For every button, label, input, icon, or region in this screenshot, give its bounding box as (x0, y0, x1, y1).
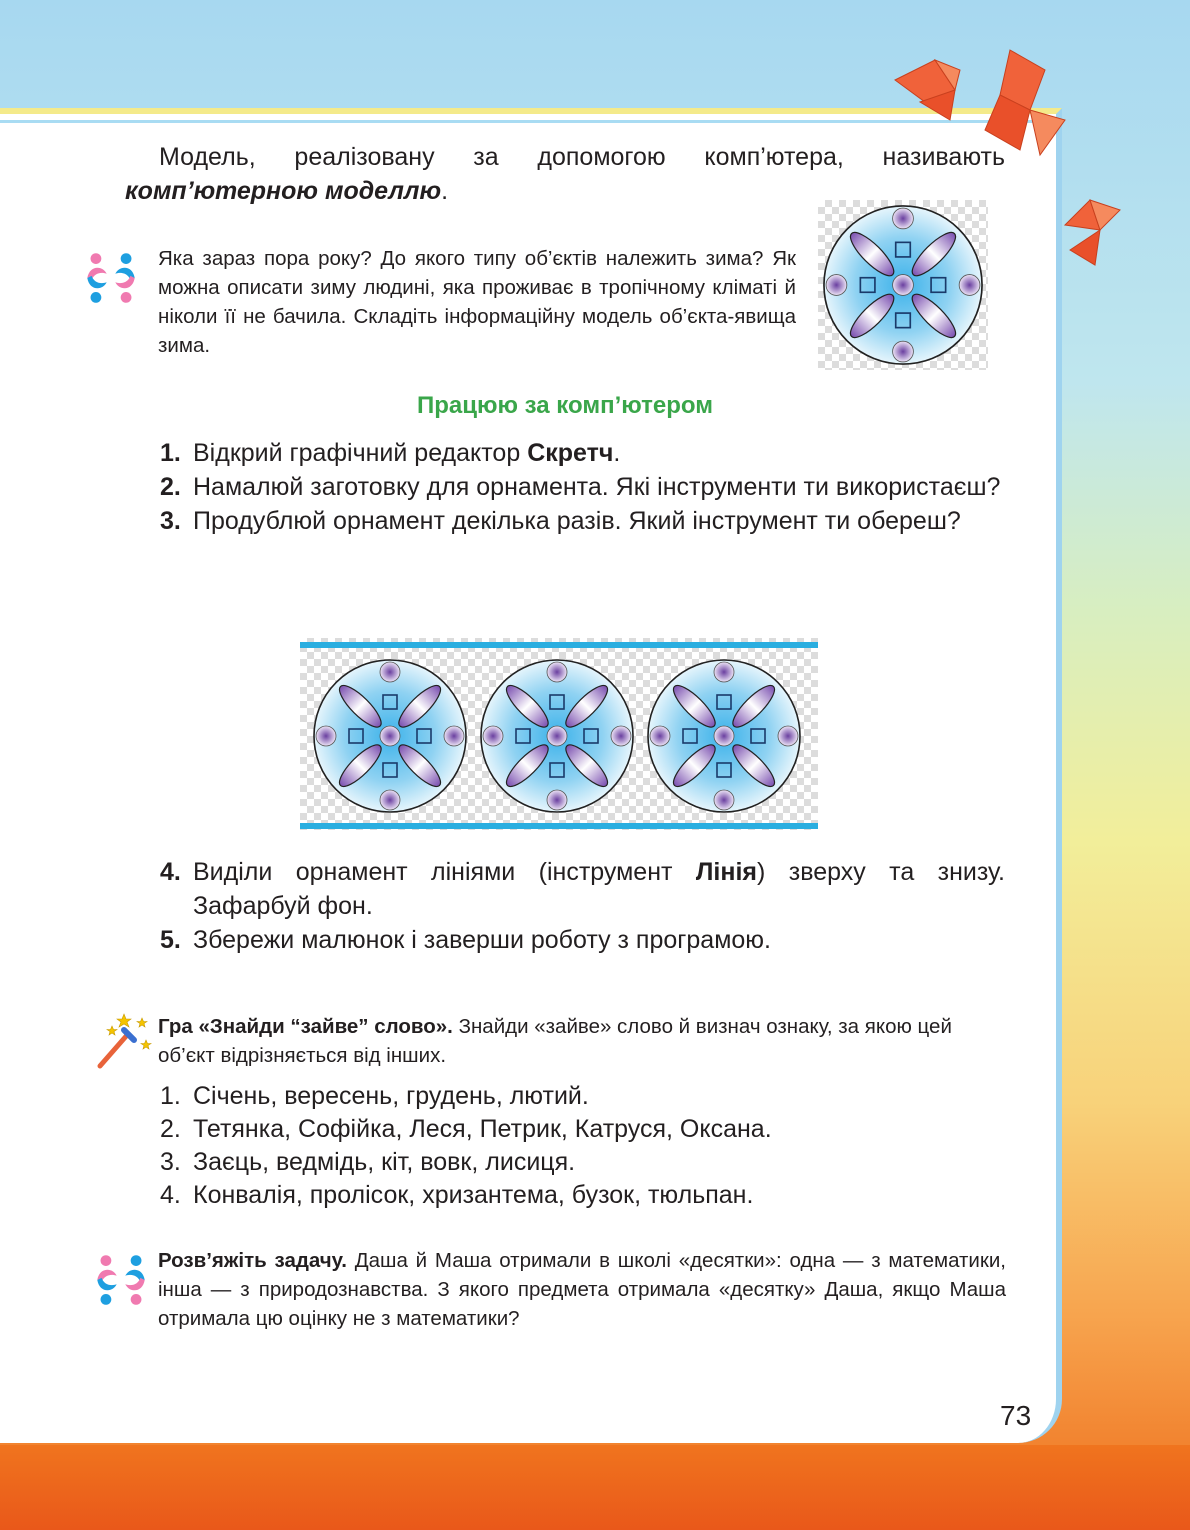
section-title: Працюю за комп’ютером (416, 392, 713, 419)
intro-text: Модель, реалізовану за допомогою комп’ютера, називають (159, 143, 1005, 171)
list-item: 4. Конвалія, пролісок, хризантема, бузок, тюльпан. (160, 1181, 754, 1209)
magic-wand-icon (94, 1010, 156, 1070)
list-item: 1. Відкрий графічний редактор Скретч. (160, 439, 621, 467)
group-people-icon (82, 250, 140, 306)
list-item: 2. Тетянка, Софійка, Леся, Петрик, Катруся, Оксана. (160, 1115, 772, 1143)
task-text: Розв’яжіть задачу. Даша й Маша отримали в школі «десятки»: одна — з математики, інша — з природознавства. З якого предмета отримала «десятку» Даша, якщо Маша отримала цю оцінку не з математики? (158, 1249, 1006, 1330)
butterfly-icon (1060, 195, 1130, 275)
ornament-strip-image (300, 638, 818, 830)
ornament-single-image (818, 200, 988, 370)
list-item: 5. Збережи малюнок і заверши роботу з програмою. (160, 926, 771, 954)
game-list (160, 1080, 1005, 1212)
list-item: 2. Намалюй заготовку для орнамента. Які інструменти ти використаєш? (160, 473, 1001, 501)
task-title: Розв’яжіть задачу. (158, 1249, 347, 1272)
page-number: 73 (1000, 1400, 1032, 1431)
list-item: 1. Січень, вересень, грудень, лютий. (160, 1082, 589, 1110)
list-item: 4. Виділи орнамент лініями (інструмент Лінія) зверху та знизу. Зафарбуй фон. (160, 858, 1005, 920)
list-item: 3. Заєць, ведмідь, кіт, вовк, лисиця. (160, 1148, 576, 1176)
game-title: Гра «Знайди “зайве” слово». (158, 1015, 453, 1038)
group-people-icon (92, 1252, 150, 1308)
intro-end: . (441, 177, 449, 205)
intro-paragraph (125, 140, 1005, 208)
steps-list (160, 436, 1005, 538)
game-text: Гра «Знайди “зайве” слово». Знайди «зайве» слово й визнач ознаку, за якою цей об’єкт відрізняється від інших. (158, 1015, 952, 1067)
steps-list-continued (160, 855, 1005, 957)
bottom-band (0, 1445, 1190, 1530)
intro-term: комп’ютерною моделлю (125, 177, 442, 205)
list-item: 3. Продублюй орнамент декілька разів. Який інструмент ти обереш? (160, 507, 961, 535)
question-text: Яка зараз пора року? До якого типу об’єктів належить зима? Як можна описати зиму людині, яка проживає в тропічному кліматі й ніколи її не бачила. Складіть інформаційну модель об’єкта-явища зима. (158, 247, 796, 357)
